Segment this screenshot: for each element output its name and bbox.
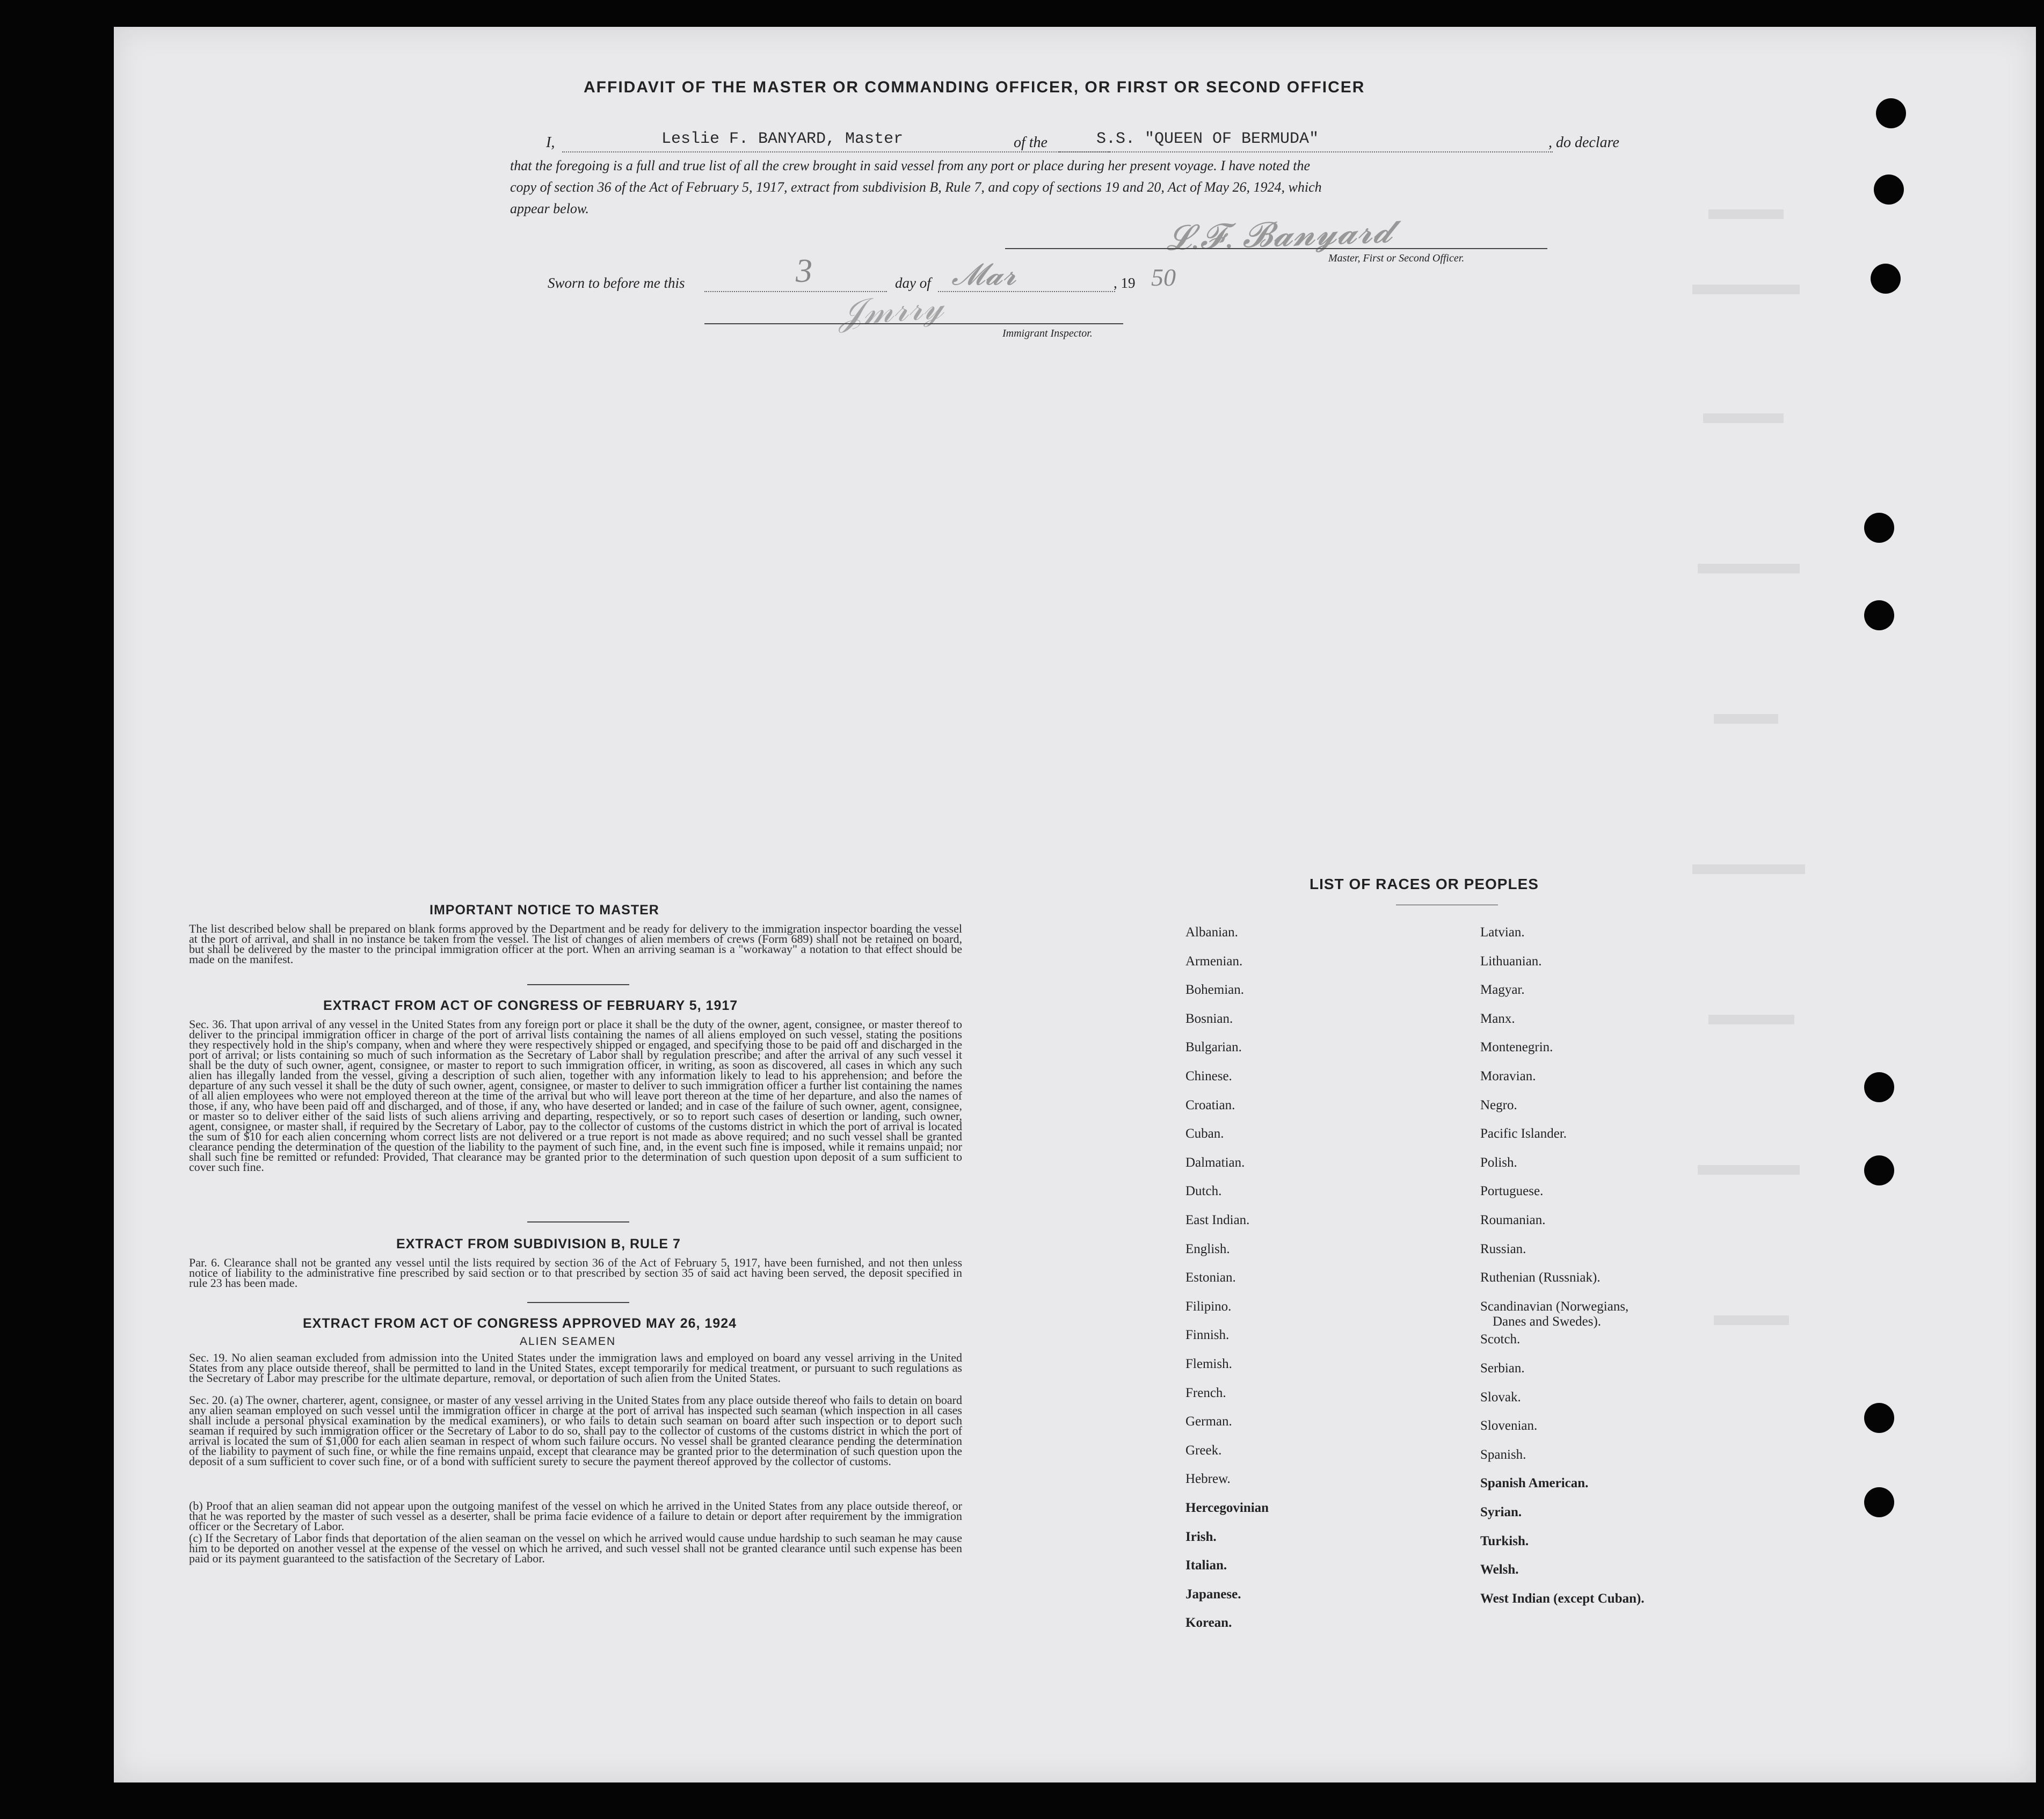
punch-hole — [1864, 1155, 1894, 1185]
affidavit-body-line-1: that the foregoing is a full and true list of all the crew brought in said vessel from any port or place during her present voyage. I have noted the — [510, 158, 1310, 173]
affidavit-body-line-2: copy of section 36 of the Act of February 5, 1917, extract from subdivision B, Rule 7, and copy of sections 19 and 20, Act of May 26, 1924, which — [510, 179, 1322, 195]
race-item: Montenegrin. — [1480, 1040, 1553, 1055]
race-item: Greek. — [1185, 1443, 1222, 1458]
punch-hole — [1876, 98, 1906, 128]
race-item: Dutch. — [1185, 1184, 1222, 1199]
race-item: Slovak. — [1480, 1389, 1521, 1405]
race-item: Bulgarian. — [1185, 1040, 1242, 1055]
do-declare-label: , do declare — [1548, 134, 1619, 151]
handwritten-signature-icon: 𝒥𝓂𝓇𝓇𝓎 — [837, 287, 945, 333]
race-item: German. — [1185, 1414, 1232, 1429]
affidavit-i-label: I, — [546, 134, 555, 151]
vessel-name: S.S. "QUEEN OF BERMUDA" — [1096, 130, 1319, 148]
race-item: Serbian. — [1480, 1361, 1525, 1376]
race-item: Polish. — [1480, 1155, 1517, 1170]
race-item: Ruthenian (Russniak). — [1480, 1270, 1601, 1285]
punch-hole — [1864, 600, 1894, 630]
day-of-label: day of — [895, 275, 931, 291]
master-name: Leslie F. BANYARD, Master — [661, 130, 904, 148]
race-item: Pacific Islander. — [1480, 1126, 1567, 1141]
race-item: Armenian. — [1185, 954, 1243, 969]
race-item: Bosnian. — [1185, 1011, 1233, 1026]
bleed-through-marks — [1660, 188, 1929, 1369]
race-item: Hebrew. — [1185, 1472, 1231, 1487]
race-item: Chinese. — [1185, 1069, 1232, 1083]
race-item: Italian. — [1185, 1558, 1227, 1573]
race-item: Scotch. — [1480, 1332, 1521, 1347]
extract-1917-title: EXTRACT FROM ACT OF CONGRESS OF FEBRUARY 5, 1917 — [323, 998, 738, 1013]
race-item: Irish. — [1185, 1529, 1217, 1544]
race-item: Filipino. — [1185, 1299, 1232, 1314]
race-item: Finnish. — [1185, 1328, 1230, 1343]
month-signature — [951, 258, 1016, 293]
punch-hole — [1864, 1072, 1894, 1102]
race-item: Hercegovinian — [1185, 1501, 1269, 1515]
master-caption: Master, First or Second Officer. — [1328, 252, 1465, 264]
vessel-line — [1059, 151, 1553, 152]
day-value: 3 — [796, 253, 812, 289]
race-item: Flemish. — [1185, 1357, 1232, 1371]
extract-1917-text: Sec. 36. That upon arrival of any vessel in the United States from any foreign port or place it shall be the duty of the owner, agent, consignee, or master thereof to deliver to the principal immigration officer in charge of the port of arrival lists containing the names of all aliens employed on such vessel, stating the positions they respectively hold in the ship's company, when and where they were respectively shipped or engaged, and specifying those to be paid off and discharged in the port of arrival; or lists containing so much of such information as the Secretary of Labor shall by regulation prescribe; and after the arrival of any such vessel it shall be the duty of such owner, agent, consignee, or master to report to such immigration officer, in writing, as soon as discovered, all cases in which any such alien has illegally landed from the vessel, giving a description of such alien, together with any information likely to lead to his apprehension; and before the departure of any such vessel it shall be the duty of such owner, agent, consignee, or master to deliver to such immigration officer a further list containing the names of all alien employees who were not employed thereon at the time of the arrival but who will leave port thereon at the time of her departure, and also the names of those, if any, who have been paid off and discharged, and of those, if any, who have deserted or landed; and in case of the failure of such owner, agent, consignee, or master so to deliver either of the said lists of such aliens arriving and departing, respectively, or so to report such cases of desertion or landing, such owner, agent, consignee, or master shall, if required by the Secretary of Labor, pay to the collector of customs of the customs district in which the port of arrival is located the sum of $10 for each alien concerning whom correct lists are not delivered or a true report is not made as above required; and no such vessel shall be granted clearance pending the determination of the question of the liability to the payment of such fine, and, in the event such fine is imposed, while it remains unpaid; nor shall such fine be remitted or refunded: Provided, That clearance may be granted prior to the determination of such question upon deposit of a sum sufficient to cover such fine. — [189, 1017, 962, 1174]
sec20b-text: (b) Proof that an alien seaman did not appear upon the outgoing manifest of the vessel on which he arrived in the United States from any place outside thereof, or that he was reported by the master of such vessel as a deserter, shall be prima facie evidence of a failure to detain or deport after requirement by the immigration officer or the Secretary of Labor. — [189, 1499, 962, 1533]
race-item: Portuguese. — [1480, 1184, 1544, 1199]
extract-1924-title: EXTRACT FROM ACT OF CONGRESS APPROVED MAY 26, 1924 — [303, 1316, 737, 1331]
race-item: English. — [1185, 1241, 1230, 1256]
extract-1924-subtitle: ALIEN SEAMEN — [520, 1335, 616, 1348]
divider-1 — [527, 984, 629, 985]
divider-2 — [527, 1221, 629, 1223]
race-item: Croatian. — [1185, 1097, 1235, 1112]
year-prefix: , 19 — [1114, 275, 1136, 291]
master-signature-line — [1005, 248, 1547, 249]
race-item: Cuban. — [1185, 1126, 1224, 1141]
sec19-text: Sec. 19. No alien seaman excluded from admission into the United States under the immigration laws and employed on board any vessel arriving in the United States from any place outside thereof, shall be permitted to land in the United States, except temporarily for medical treatment, or pursuant to such regulations as the Secretary of Labor may prescribe for the ultimate departure, removal, or deportation of such alien from the United States. — [189, 1351, 962, 1385]
sec20a-text: Sec. 20. (a) The owner, charterer, agent, consignee, or master of any vessel arriving in the United States from any place outside thereof who fails to detain on board any alien seaman employed on such vessel until the immigration officer in charge at the port of arrival has inspected such seaman (which inspection in all cases shall include a personal physical examination by the medical examiners), or who fails to detain such seaman on board after such inspection or to deport such seaman if required by such immigration officer or the Secretary of Labor to do so, shall pay to the collector of customs of the customs district in which the port of arrival is located the sum of $1,000 for each alien seaman in respect of whom such failure occurs. No vessel shall be granted clearance pending the determination of the liability to payment of such fine, or while the fine remains unpaid, except that clearance may be granted prior to the determination of such question upon the deposit of a sum sufficient to cover such fine, or of a bond with sufficient surety to secure the payment thereof approved by the collector of customs. — [189, 1393, 962, 1468]
race-item: Danes and Swedes). — [1493, 1314, 1602, 1329]
divider-3 — [527, 1302, 629, 1303]
race-item: Latvian. — [1480, 925, 1525, 940]
punch-hole — [1871, 264, 1901, 294]
race-item: Roumanian. — [1480, 1213, 1546, 1227]
race-item: Dalmatian. — [1185, 1155, 1245, 1170]
race-item: Korean. — [1185, 1616, 1232, 1631]
race-item: Syrian. — [1480, 1505, 1522, 1519]
race-item: Bohemian. — [1185, 983, 1245, 998]
race-item: Manx. — [1480, 1011, 1515, 1026]
punch-hole — [1874, 174, 1904, 205]
notice-text: The list described below shall be prepared on blank forms approved by the Department and be ready for delivery to the immigration inspector boarding the vessel at the port of arrival, and shall in no instance be taken from the vessel. The list of changes of alien members of crews (Form 689) shall not be retained on board, but shall be delivered by the master to the principal immigration officer at the port. When an arriving seaman is a "workaway" a notation to that effect should be made on the manifest. — [189, 922, 962, 966]
rule7-title: EXTRACT FROM SUBDIVISION B, RULE 7 — [396, 1236, 681, 1252]
race-item: Lithuanian. — [1480, 954, 1542, 969]
race-item: Negro. — [1480, 1097, 1517, 1112]
race-item: West Indian (except Cuban). — [1480, 1591, 1645, 1606]
punch-hole — [1864, 1487, 1894, 1517]
sworn-label: Sworn to before me this — [548, 275, 685, 291]
race-item: Spanish American. — [1480, 1476, 1589, 1491]
race-item: French. — [1185, 1385, 1226, 1400]
race-item: East Indian. — [1185, 1213, 1250, 1227]
rule7-text: Par. 6. Clearance shall not be granted any vessel until the lists required by section 36 of the Act of February 5, 1917, have been furnished, and not then unless notice of liability to the administrative fine prescribed by said section or to that prescribed by section 35 of said act having been served, the deposit specified in rule 23 has been made. — [189, 1256, 962, 1290]
document-page — [114, 27, 2036, 1782]
race-item: Scandinavian (Norwegians, — [1480, 1299, 1629, 1314]
race-item: Moravian. — [1480, 1069, 1536, 1083]
name-line — [562, 151, 1110, 152]
race-item: Estonian. — [1185, 1270, 1236, 1285]
affidavit-body-line-3: appear below. — [510, 201, 589, 216]
race-item: Magyar. — [1480, 983, 1525, 998]
year-value: 50 — [1151, 264, 1176, 291]
sec20c-text: (c) If the Secretary of Labor finds that deportation of the alien seaman on the vessel on which he arrived would cause undue hardship to such seaman he may cause him to be deported on another vessel at the expense of the vessel on which he arrived, and such vessel shall not be granted clearance until such expense has been paid or its payment guaranteed to the satisfaction of the Secretary of Labor. — [189, 1531, 962, 1565]
race-item: Albanian. — [1185, 925, 1238, 940]
notice-title: IMPORTANT NOTICE TO MASTER — [430, 903, 659, 918]
master-signature — [1166, 211, 1393, 259]
of-the-label: of the — [1014, 134, 1048, 151]
race-item: Turkish. — [1480, 1533, 1529, 1548]
inspector-signature-line — [704, 323, 1123, 324]
affidavit-title: AFFIDAVIT OF THE MASTER OR COMMANDING OFFICER, OR FIRST OR SECOND OFFICER — [584, 78, 1365, 96]
race-item: Slovenian. — [1480, 1418, 1538, 1434]
race-item: Spanish. — [1480, 1447, 1526, 1462]
race-item: Japanese. — [1185, 1587, 1241, 1602]
races-title: LIST OF RACES OR PEOPLES — [1310, 876, 1539, 892]
handwritten-signature-icon: 𝓛.𝓕. 𝓑𝓪𝓷𝔂𝓪𝓻𝓭 — [1165, 211, 1393, 258]
race-item: Welsh. — [1480, 1562, 1519, 1577]
inspector-signature — [838, 286, 945, 334]
inspector-caption: Immigrant Inspector. — [1002, 328, 1093, 339]
race-item: Russian. — [1480, 1241, 1526, 1256]
punch-hole — [1864, 1403, 1894, 1433]
handwritten-month-icon: 𝓜𝓪𝓻 — [951, 258, 1017, 292]
punch-hole — [1864, 513, 1894, 543]
